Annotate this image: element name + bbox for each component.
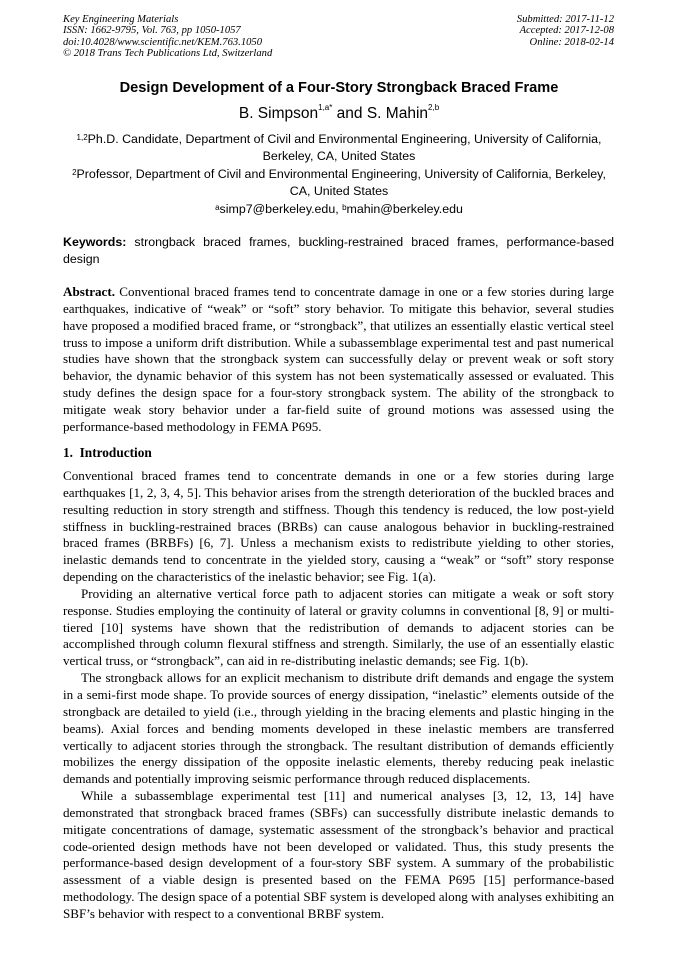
affiliation-1: $^{1,2}$Ph.D. Candidate, Department of Civil and Environmental Engineering, University of California, Berkeley, CA, United States <box>76 132 602 163</box>
paragraph: The strongback allows for an explicit mechanism to distribute drift demands and engage the system in a semi-first mode shape. To provide sources of energy dissipation, “inelastic” elements outside of the strongback are detailed to yield (i.e., through yielding in the bracing elements and plastic hinging in the beams). Axial forces and bending moments developed in these inelastic members are transferred vertically to adjacent stories through the strongback. The resultant distribution of demands efficiently mobilizes the energy dissipation of the opposite inelastic elements, thereby reducing peak inelastic demands and potentially improving seismic performance through reduced displacements. <box>63 670 614 787</box>
affiliation-2: $^2$Professor, Department of Civil and Environmental Engineering, University of California, Berkeley, CA, United States <box>72 167 606 198</box>
submission-dates: Submitted: 2017-11-12 Accepted: 2017-12-08 Online: 2018-02-14 <box>516 14 614 48</box>
paragraph: Providing an alternative vertical force path to adjacent stories can mitigate a weak or soft story response. Studies employing the continuity of lateral or gravity columns in conventional [8, 9] or multi-tiered [10] systems have shown that the redistribution of demands to adjacent stories can be accomplished through column flexural stiffness and strength. Similarly, the use of an essentially elastic vertical truss, or “strongback”, can aid in re-distributing inelastic demands; see Fig. 1(b). <box>63 585 614 669</box>
paragraph: While a subassemblage experimental test [11] and numerical analyses [3, 12, 13, 14] have demonstrated that strongback braced frames (SBFs) can successfully distribute inelastic demands to mitigate concentrations of damage, systematic assessment of the strongback’s behavior and practical code-oriented design methods have not been developed or validated. Thus, this study presents the performance-based design development of a four-story SBF system. A summary of the probabilistic assessment of a viable design is presented based on the FEMA P695 [15] performance-based methodology. The design space of a potential SBF system is developed along with analyses exhibiting an SBF’s behavior with respect to a conventional BRBF system. <box>63 788 614 921</box>
keywords: Keywords: strongback braced frames, buckling-restrained braced frames, performance-based design <box>63 235 614 266</box>
paragraph: Conventional braced frames tend to concentrate demands in one or a few stories during large earthquakes [1, 2, 3, 4, 5]. This behavior arises from the strength deterioration of the buckled braces and resulting reduction in story strength and stiffness. Though this tendency is reduced, the low post-yield stiffness in buckling-restrained braces (BRBs) can cause analogous behavior in buckling-restrained braced frames (BRBFs) [6, 7]. Unless a mechanism exists to redistribute yielding to other stories, inelastic demands tend to concentrate in the yielded story, causing a “weak” or “soft” story response depending on the characteristics of the inelastic behavior; see Fig. 1(a). <box>63 468 614 585</box>
journal-info: Key Engineering Materials ISSN: 1662-9795, Vol. 763, pp 1050-1057 doi:10.4028/www.scientific.net/KEM.763.1050 © 2018 Trans Tech Publications Ltd, Switzerland <box>63 14 273 59</box>
section-heading: 1. Introduction <box>63 445 152 460</box>
introduction-body <box>63 468 614 923</box>
emails: $^a$simp7@berkeley.edu, $^b$mahin@berkeley.edu <box>215 202 463 216</box>
authors: B. Simpson$^{1,a*}$ and S. Mahin$^{2,b}$ <box>238 103 440 122</box>
abstract: Abstract. Conventional braced frames tend to concentrate damage in one or a few stories during large earthquakes, indicative of “weak” or “soft” story behavior. To mitigate this behavior, several studies have proposed a modified braced frame, or “strongback”, that utilizes an essentially elastic vertical steel truss to impose a uniform drift distribution. While a subassemblage experimental test and past numerical studies have shown that the strongback system can successfully delay or prevent weak or soft story behavior, the dynamic behavior of this system has not been systematically assessed or evaluated. This study defines the design space for a four-story strongback system. The ability of the strongback to mitigate weak story behavior under a far-field suite of ground motions was assessed using the performance-based methodology in FEMA P695. <box>63 284 614 434</box>
paper-title: Design Development of a Four-Story Strongback Braced Frame <box>119 80 559 96</box>
